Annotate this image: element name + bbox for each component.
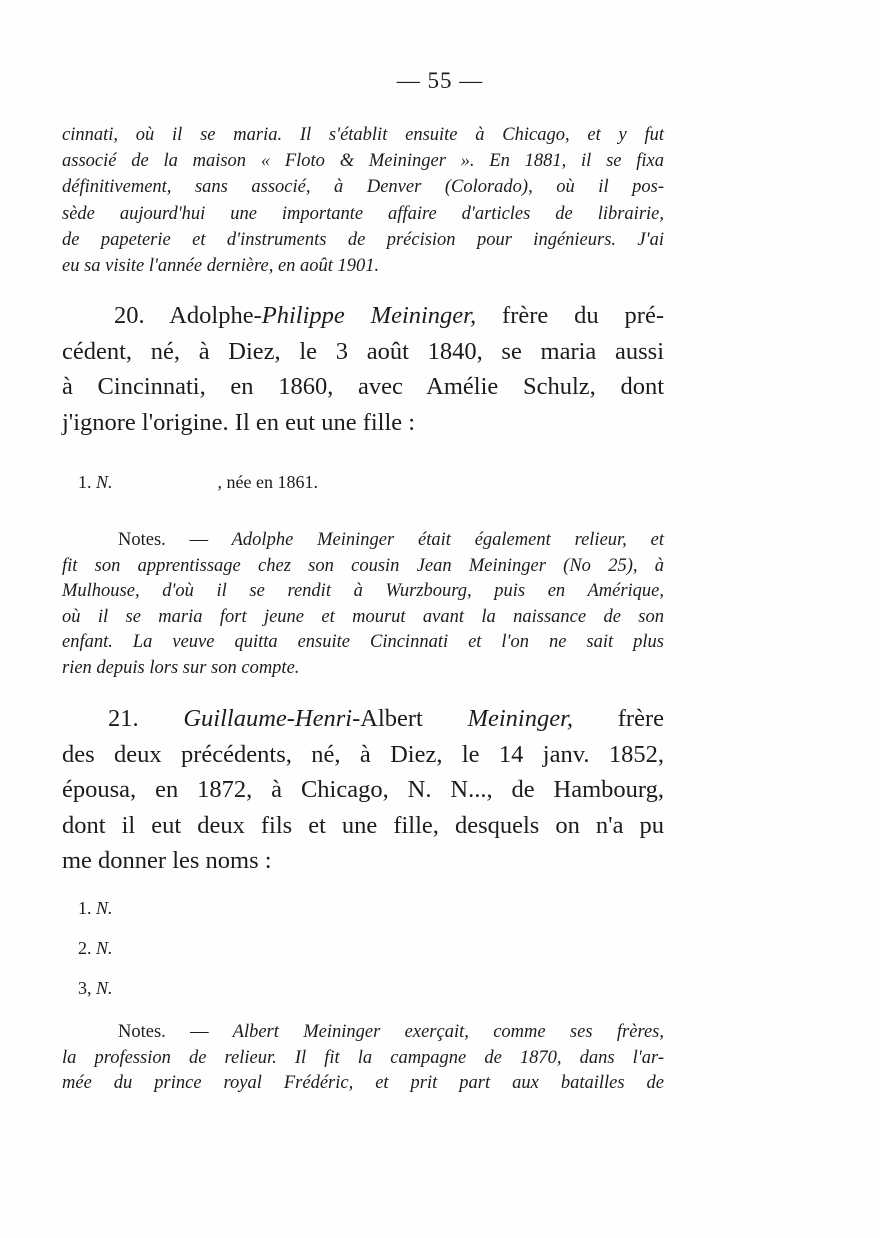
text-line: la profession de relieur. Il fit la campagne de 1870, dans l'ar- [62, 1047, 664, 1068]
notes-label: Notes. — [118, 530, 209, 550]
notes-text: Adolphe Meininger était également relieur, et [231, 530, 664, 550]
notes-first-line [62, 1020, 664, 1046]
entry-21 [62, 701, 664, 879]
surname: Meininger, [467, 705, 574, 732]
text-line: me donner les noms : [62, 847, 272, 874]
text-line: cinnati, où il se maria. Il s'établit ensuite à Chicago, et y fut [62, 125, 664, 145]
first-name: Adolphe- [169, 302, 262, 329]
text-line: des deux précédents, né, à Diez, le 14 janv. 1852, [62, 740, 664, 768]
notes-21 [62, 1020, 664, 1097]
entry-20 [62, 298, 664, 440]
middle-name: Philippe [261, 302, 345, 329]
entry-heading-line [62, 701, 664, 737]
text-line: à Cincinnati, en 1860, avec Amélie Schulz, dont [62, 373, 664, 400]
text-line: associé de la maison « Floto & Meininger ». En 1881, il se fixa [62, 151, 664, 172]
text-line: mée du prince royal Frédéric, et prit part aux batailles de [62, 1073, 664, 1093]
surname: Meininger, [370, 302, 477, 329]
notes-first-line [62, 528, 664, 554]
notes-label: Notes. — [118, 1022, 209, 1042]
text-line: définitivement, sans associé, à Denver (Colorado), où il pos- [62, 177, 664, 198]
text-line: cédent, né, à Diez, le 3 août 1840, se maria aussi [62, 337, 664, 365]
page-number: — 55 — [396, 68, 484, 93]
entry-number: 20. [114, 302, 145, 329]
list-item [62, 968, 664, 1008]
given-name: Albert [360, 705, 423, 732]
child-name: N. [96, 978, 113, 998]
text-line: dont il eut deux fils et une fille, desquels on n'a pu [62, 811, 664, 839]
list-item [62, 888, 664, 928]
text-line: rien depuis lors sur son compte. [62, 657, 300, 678]
child-name: N. [96, 898, 113, 918]
children-list-20 [62, 462, 664, 502]
list-number: 1. [78, 898, 92, 918]
text-line: sède aujourd'hui une importante affaire d'articles de librairie, [62, 203, 664, 224]
list-item [62, 462, 664, 502]
list-number: 1. [78, 472, 92, 492]
text-line: épousa, en 1872, à Chicago, N. N..., de Hambourg, [62, 776, 664, 803]
intro-paragraph [62, 122, 664, 279]
child-name: N. [96, 938, 113, 958]
children-list-21 [62, 888, 664, 1008]
entry-number: 21. [108, 705, 139, 732]
notes-text: Albert Meininger exerçait, comme ses frères, [232, 1022, 664, 1042]
child-note: , née en 1861. [217, 472, 318, 492]
text-line: eu sa visite l'année dernière, en août 1901. [62, 256, 380, 277]
first-names: Guillaume-Henri- [183, 705, 361, 732]
heading-rest: frère du pré- [502, 302, 665, 329]
text-line: enfant. La veuve quitta ensuite Cincinnati et l'on ne sait plus [62, 632, 664, 652]
text-line: de papeterie et d'instruments de précision pour ingénieurs. J'ai [62, 229, 664, 250]
child-name: N. [96, 472, 113, 492]
text-line: fit son apprentissage chez son cousin Jean Meininger (No 25), à [62, 555, 664, 576]
notes-20 [62, 528, 664, 681]
list-number: 2. [78, 938, 92, 958]
entry-heading-line [62, 298, 664, 334]
list-item [62, 928, 664, 968]
text-line: où il se maria fort jeune et mourut avant la naissance de son [62, 606, 664, 627]
heading-rest: frère [617, 705, 664, 732]
text-line: j'ignore l'origine. Il en eut une fille : [62, 408, 416, 436]
text-line: Mulhouse, d'où il se rendit à Wurzbourg, puis en Amérique, [62, 581, 664, 601]
list-number: 3, [78, 978, 92, 998]
